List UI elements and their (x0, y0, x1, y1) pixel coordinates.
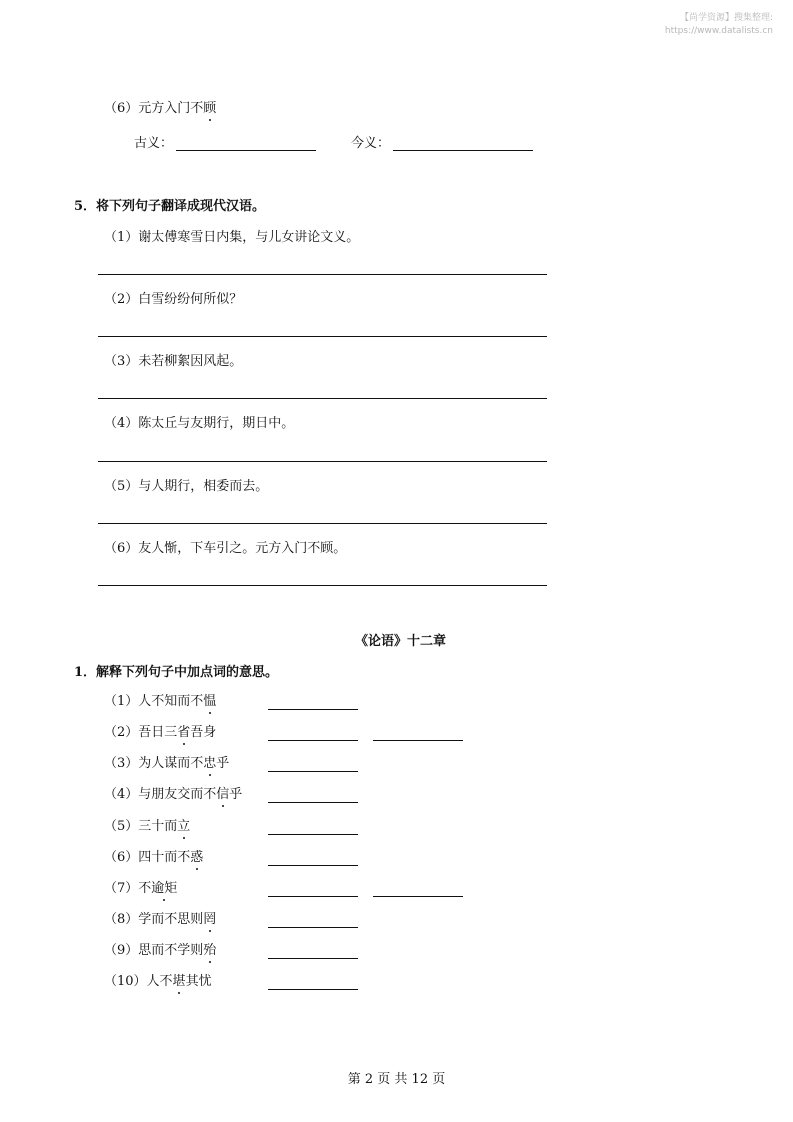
q1-item-9 (104, 943, 216, 959)
q4-item-6 (104, 101, 216, 117)
q1-blank-9[interactable] (268, 958, 358, 959)
q5-item-5: （5）与人期行，相委而去。 (104, 479, 269, 494)
q1-item-4 (104, 787, 242, 803)
dotted-word: 罔 (203, 912, 217, 927)
watermark (665, 12, 773, 38)
q1-blank-6[interactable] (268, 865, 358, 866)
q1-heading: 1．解释下列句子中加点词的意思。 (74, 665, 279, 680)
answer-line-4[interactable] (98, 461, 547, 462)
q1-blank-3[interactable] (268, 771, 358, 772)
answer-line-2[interactable] (98, 336, 547, 337)
q1-blank-10[interactable] (268, 989, 358, 990)
dotted-word: 愠 (203, 694, 217, 709)
q1-item-10-pre: （10）人不 (104, 974, 173, 989)
watermark-source: 【尚学资源】搜集整理: (679, 13, 773, 23)
q5-item-6: （6）友人惭，下车引之。元方入门不顾。 (104, 541, 347, 556)
jin-yi-blank[interactable] (393, 150, 533, 151)
q1-item-5-pre: （5）三十而 (104, 819, 178, 834)
gu-yi-label: 古义： (134, 136, 174, 151)
jin-yi-label: 今义： (351, 136, 391, 151)
q1-blank-5[interactable] (268, 834, 358, 835)
q1-item-7 (104, 881, 177, 897)
dotted-word: 忠 (203, 756, 217, 771)
q1-item-9-pre: （9）思而不学则 (104, 943, 204, 958)
q4-item-6-text: （6）元方入门不 (104, 101, 204, 116)
q1-blank-7a[interactable] (268, 896, 358, 897)
q1-blank-1[interactable] (268, 709, 358, 710)
q1-item-3-post: 乎 (216, 756, 230, 771)
q1-item-2-post: 吾身 (190, 725, 217, 740)
q1-item-6-pre: （6）四十而不 (104, 850, 191, 865)
gu-yi-blank[interactable] (176, 150, 316, 151)
q1-item-1 (104, 694, 216, 710)
q1-item-2 (104, 725, 216, 741)
answer-line-1[interactable] (98, 274, 547, 275)
q1-blank-7b[interactable] (373, 896, 463, 897)
q1-item-3 (104, 756, 229, 772)
q1-item-4-post: 乎 (229, 787, 243, 802)
answer-line-3[interactable] (98, 398, 547, 399)
q1-item-7-pre: （7）不 (104, 881, 152, 896)
dotted-word: 顾 (203, 101, 217, 116)
dotted-word: 堪 (172, 974, 186, 989)
gu-yi-row (134, 136, 173, 152)
q5-heading: 5．将下列句子翻译成现代汉语。 (74, 199, 266, 214)
answer-line-5[interactable] (98, 523, 547, 524)
q1-item-5 (104, 819, 190, 835)
q1-item-10-post: 其忧 (185, 974, 212, 989)
answer-line-6[interactable] (98, 585, 547, 586)
q1-blank-8[interactable] (268, 927, 358, 928)
q1-item-10 (104, 974, 212, 990)
section-title: 《论语》十二章 (355, 634, 447, 649)
q1-blank-2a[interactable] (268, 740, 358, 741)
q1-item-1-pre: （1）人不知而不 (104, 694, 204, 709)
q5-item-4: （4）陈太丘与友期行，期日中。 (104, 416, 295, 431)
q1-item-4-pre: （4）与朋友交而不 (104, 787, 217, 802)
dotted-word: 立 (177, 819, 191, 834)
q1-item-6 (104, 850, 203, 866)
q1-blank-4[interactable] (268, 802, 358, 803)
jin-yi-row (351, 136, 390, 152)
dotted-word: 省 (177, 725, 191, 740)
q5-item-2: （2）白雪纷纷何所似？ (104, 292, 243, 307)
page-footer: 第 2 页 共 12 页 (347, 1072, 446, 1087)
q1-item-2-pre: （2）吾日三 (104, 725, 178, 740)
q1-blank-2b[interactable] (373, 740, 463, 741)
q1-item-3-pre: （3）为人谋而不 (104, 756, 204, 771)
dotted-word: 逾矩 (151, 881, 178, 896)
q1-item-8-pre: （8）学而不思则 (104, 912, 204, 927)
dotted-word: 信 (216, 787, 230, 802)
q5-item-3: （3）未若柳絮因风起。 (104, 354, 243, 369)
watermark-url: https://www.datalists.cn (664, 26, 773, 36)
q1-item-8 (104, 912, 216, 928)
q5-item-1: （1）谢太傅寒雪日内集，与儿女讲论文义。 (104, 230, 360, 245)
dotted-word: 殆 (203, 943, 217, 958)
dotted-word: 惑 (190, 850, 204, 865)
